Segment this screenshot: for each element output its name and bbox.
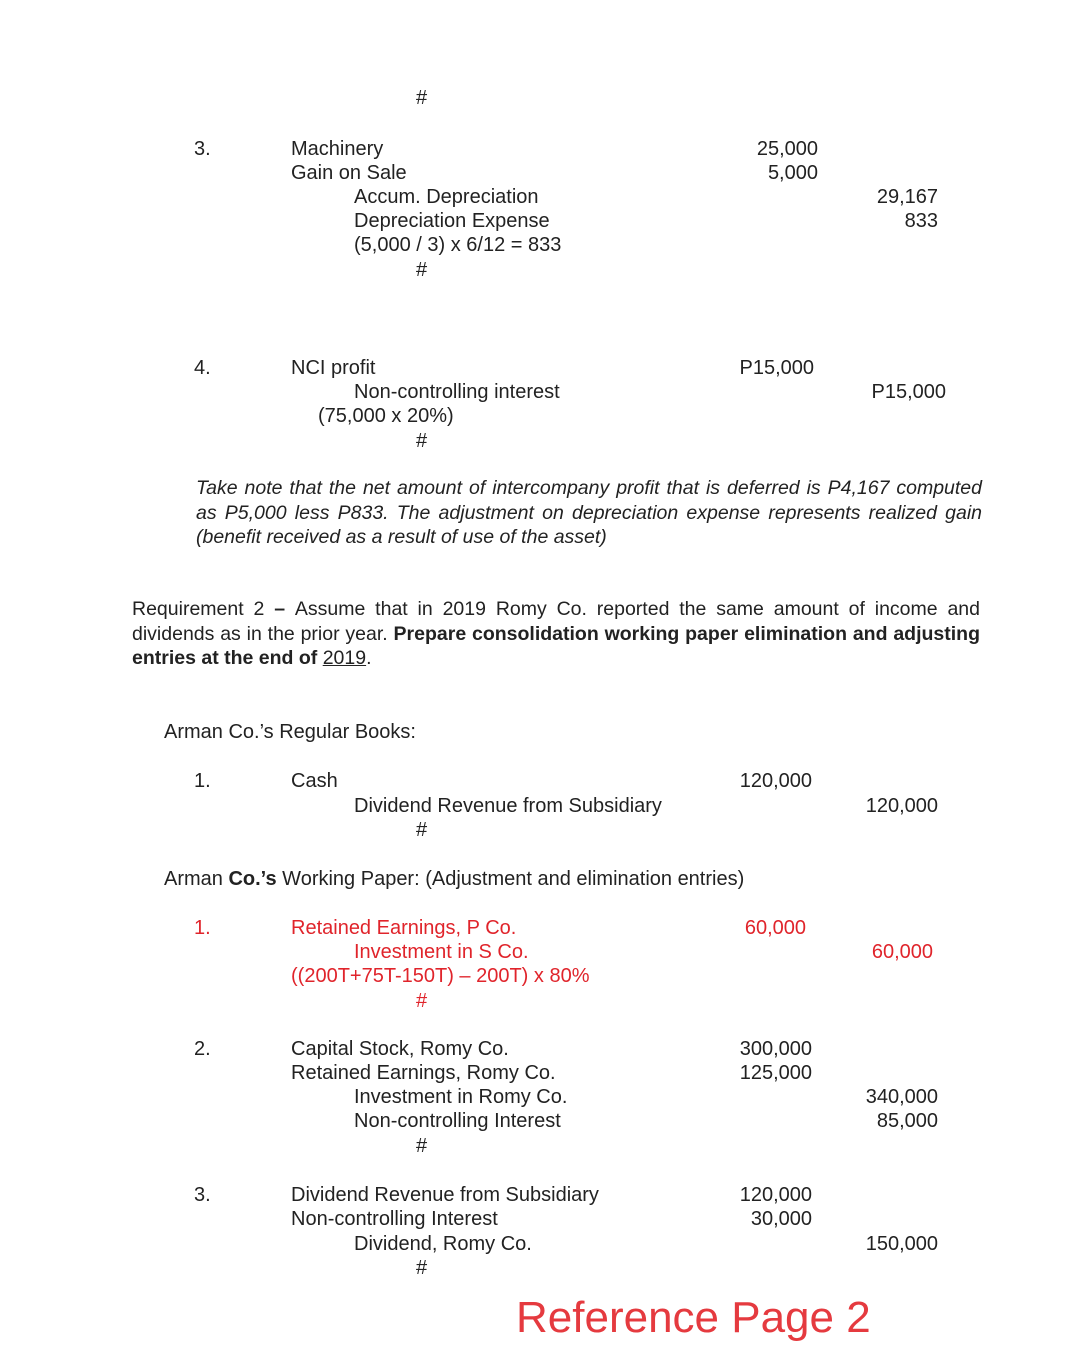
- entry-separator: #: [416, 1257, 428, 1279]
- credit-account: Depreciation Expense: [354, 210, 550, 232]
- entry-separator: #: [416, 87, 428, 109]
- credit-account: Dividend Revenue from Subsidiary: [354, 795, 662, 817]
- computation-note: (5,000 / 3) x 6/12 = 833: [354, 234, 562, 256]
- computation-note: ((200T+75T-150T) – 200T) x 80%: [291, 965, 590, 987]
- requirement-instruction: Prepare consolidation working paper elimination and adjusting entries at the end of: [132, 622, 980, 669]
- computation-note: (75,000 x 20%): [318, 405, 454, 427]
- debit-amount: 120,000: [739, 770, 812, 792]
- requirement-2-paragraph: [132, 597, 980, 671]
- credit-account: Dividend, Romy Co.: [354, 1233, 532, 1255]
- credit-amount: 340,000: [865, 1086, 938, 1108]
- debit-amount: 120,000: [739, 1184, 812, 1206]
- credit-amount: P15,000: [871, 381, 946, 403]
- debit-amount: 60,000: [744, 917, 806, 939]
- credit-amount: 833: [904, 210, 938, 232]
- credit-account: Investment in S Co.: [354, 941, 529, 963]
- debit-amount: 25,000: [756, 138, 818, 160]
- credit-amount: 150,000: [865, 1233, 938, 1255]
- entry-separator: #: [416, 990, 428, 1012]
- credit-amount: 120,000: [865, 795, 938, 817]
- entry-separator: #: [416, 819, 428, 841]
- entry-number: 3.: [194, 138, 211, 160]
- section-heading: [164, 867, 744, 891]
- debit-account: Dividend Revenue from Subsidiary: [291, 1184, 599, 1206]
- entry-separator: #: [416, 259, 428, 281]
- section-heading: Arman Co.’s Regular Books:: [164, 721, 416, 743]
- heading-part: Working Paper: (Adjustment and elimination entries): [276, 868, 745, 890]
- entry-number: 4.: [194, 357, 211, 379]
- debit-account: NCI profit: [291, 357, 376, 379]
- credit-account: Non-controlling Interest: [354, 1110, 561, 1132]
- entry-number: 3.: [194, 1184, 211, 1206]
- reference-page-label: Reference Page 2: [516, 1293, 871, 1342]
- debit-account: Retained Earnings, Romy Co.: [291, 1062, 556, 1084]
- requirement-label: Requirement 2: [132, 598, 265, 620]
- requirement-text: Assume that in 2019 Romy Co. reported the same amount of income and dividends as in the prior year.: [132, 598, 980, 645]
- explanatory-note: Take note that the net amount of intercompany profit that is deferred is P4,167 computed as P5,000 less P833. The adjustment on depreciation expense represents realized gain (benefit received as a result of use of the asset): [196, 477, 982, 548]
- requirement-period: .: [366, 647, 372, 669]
- heading-part-bold: Co.’s: [228, 868, 277, 890]
- entry-number: 1.: [194, 770, 211, 792]
- debit-amount: 30,000: [750, 1208, 812, 1230]
- debit-account: Machinery: [291, 138, 384, 160]
- credit-amount: 29,167: [876, 186, 938, 208]
- debit-amount: 125,000: [739, 1062, 812, 1084]
- debit-amount: 5,000: [767, 162, 818, 184]
- credit-account: Investment in Romy Co.: [354, 1086, 568, 1108]
- credit-amount: 60,000: [871, 941, 933, 963]
- requirement-year: 2019: [322, 647, 367, 669]
- credit-account: Non-controlling interest: [354, 381, 560, 403]
- debit-account: Capital Stock, Romy Co.: [291, 1038, 509, 1060]
- entry-number: 1.: [194, 917, 211, 939]
- credit-account: Accum. Depreciation: [354, 186, 539, 208]
- debit-account: Retained Earnings, P Co.: [291, 917, 517, 939]
- debit-account: Gain on Sale: [291, 162, 407, 184]
- requirement-dash: –: [264, 598, 295, 620]
- credit-amount: 85,000: [876, 1110, 938, 1132]
- entry-number: 2.: [194, 1038, 211, 1060]
- debit-amount: 300,000: [739, 1038, 812, 1060]
- heading-part: Arman: [164, 868, 229, 890]
- debit-amount: P15,000: [739, 357, 814, 379]
- entry-separator: #: [416, 1135, 428, 1157]
- debit-account: Non-controlling Interest: [291, 1208, 498, 1230]
- entry-separator: #: [416, 430, 428, 452]
- debit-account: Cash: [291, 770, 338, 792]
